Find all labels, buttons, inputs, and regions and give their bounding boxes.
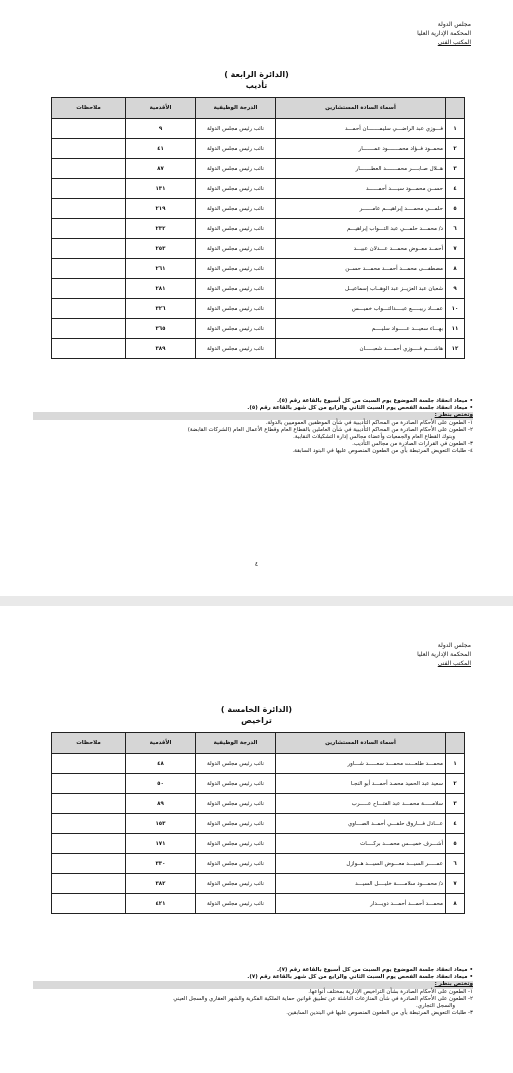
table-row	[52, 139, 465, 159]
row-number-cell: ٣	[446, 794, 465, 814]
seniority-cell: ٣٨٢	[126, 874, 196, 894]
column-header: أسماء السادة المستشارين	[276, 733, 446, 754]
judge-name-cell: هاشــــم فــــوزي أحمــــد شعبـــــان	[276, 339, 446, 359]
judge-name-cell: عـــادل فـــاروق حلفـــي أحمــد الصـــاوي	[276, 814, 446, 834]
grade-cell: نائب رئيس مجلس الدولة	[196, 199, 276, 219]
session-note-text: ميعاد انعقاد جلسة الفحص يوم السبت الثاني والرابع من كل شهر بالقاعة رقم (٧).	[247, 974, 468, 981]
notes-cell	[52, 774, 126, 794]
row-number-cell: ٧	[446, 874, 465, 894]
judge-name-cell: فـــوزي عبد الراضـــي سليمـــــــان أحمـــد	[276, 119, 446, 139]
row-number-cell: ٩	[446, 279, 465, 299]
judge-name-cell: د/ محمـــد حلمـــي عبد التـــواب إبراهيـــم	[276, 219, 446, 239]
jurisdiction-item: ١- الطعون على الأحكام الصادرة بشأن التراخيص الإدارية بمختلف أنواعها.	[308, 988, 473, 995]
row-number-cell: ٦	[446, 854, 465, 874]
row-number-cell: ١	[446, 119, 465, 139]
jurisdiction-item: ٢- الطعون على الأحكام الصادرة من المحاكم التأديبية في شأن العاملين بالقطاع العام وقطاع الأعمال العام (الشركات القابضة)	[187, 426, 473, 433]
notes-cell	[52, 854, 126, 874]
row-number-cell: ٤	[446, 814, 465, 834]
notes-cell	[52, 179, 126, 199]
grade-cell: نائب رئيس مجلس الدولة	[196, 179, 276, 199]
jurisdiction-item: ٢- الطعون على الأحكام الصادرة في شأن المنازعات الناشئة عن تطبيق قوانين حماية الملكية الفكرية والشهر العقاري والسجل العيني	[173, 995, 473, 1002]
seniority-cell: ١٥٣	[126, 814, 196, 834]
circuit-subtitle: تراخيص	[241, 716, 272, 725]
grade-cell: نائب رئيس مجلس الدولة	[196, 754, 276, 774]
circuit-title: (الدائرة الخامسة )	[220, 705, 293, 714]
jurisdiction-item: ١- الطعون على الأحكام الصادرة من المحاكم التأديبية في شأن الموظفين العموميين بالدولة.	[265, 419, 473, 426]
grade-cell: نائب رئيس مجلس الدولة	[196, 299, 276, 319]
notes-cell	[52, 319, 126, 339]
seniority-cell: ٢٦١	[126, 259, 196, 279]
circuit-subtitle: تأديب	[245, 81, 268, 90]
notes-cell	[52, 159, 126, 179]
jurisdiction-item: ٤- طلبات التعويض المرتبطة بأي من الطعون المنصوص عليها في البنود السابقة.	[292, 448, 473, 455]
column-header	[446, 733, 465, 754]
session-note: • ميعاد انعقاد جلسة الموضوع يوم السبت من كل أسبوع بالقاعة رقم (٧).	[276, 967, 473, 973]
table-row	[52, 159, 465, 179]
seniority-cell: ٤١	[126, 139, 196, 159]
judge-name-cell: هــلال صـابــــر محمـــــــد العطـــــــار	[276, 159, 446, 179]
table-row	[52, 754, 465, 774]
header-line: المكتب الفني	[437, 660, 471, 667]
session-note-text: ميعاد انعقاد جلسة الموضوع يوم السبت من كل أسبوع بالقاعة رقم (٧).	[276, 967, 468, 973]
judge-name-cell: محمـــد طلعـــت محمـــد سعـــــد شـــاور	[276, 754, 446, 774]
notes-cell	[52, 219, 126, 239]
judge-name-cell: أحمــد معــوض محمـــد عـــدلان عبيـــد	[276, 239, 446, 259]
grade-cell: نائب رئيس مجلس الدولة	[196, 159, 276, 179]
seniority-cell: ١٣١	[126, 179, 196, 199]
page-separator	[0, 596, 513, 606]
table-row	[52, 299, 465, 319]
session-note: • ميعاد انعقاد جلسة الفحص يوم السبت الثاني والرابع من كل شهر بالقاعة رقم (٥).	[247, 405, 473, 412]
table-header-row	[52, 733, 465, 754]
row-number-cell: ١٠	[446, 299, 465, 319]
table-row	[52, 774, 465, 794]
column-header: أسماء السادة المستشارين	[276, 98, 446, 119]
judge-name-cell: حســن محمـــود سيــــد أحمــــــد	[276, 179, 446, 199]
table-row	[52, 119, 465, 139]
grade-cell: نائب رئيس مجلس الدولة	[196, 794, 276, 814]
grade-cell: نائب رئيس مجلس الدولة	[196, 874, 276, 894]
table-row	[52, 854, 465, 874]
page-header	[417, 641, 471, 668]
row-number-cell: ١١	[446, 319, 465, 339]
seniority-cell: ١٧١	[126, 834, 196, 854]
header-line: المحكمة الإدارية العليا	[417, 651, 471, 658]
jurisdiction-item: ٣- طلبات التعويض المرتبطة بأي من الطعون المنصوص عليها في البندين السابقين.	[286, 1010, 473, 1017]
notes-cell	[52, 814, 126, 834]
grade-cell: نائب رئيس مجلس الدولة	[196, 259, 276, 279]
notes-cell	[52, 894, 126, 914]
table-row	[52, 894, 465, 914]
row-number-cell: ١٢	[446, 339, 465, 359]
judge-name-cell: أشـــرف خميـــس محمـــد بركــــات	[276, 834, 446, 854]
notes-cell	[52, 874, 126, 894]
column-header: ملاحظات	[52, 98, 126, 119]
grade-cell: نائب رئيس مجلس الدولة	[196, 774, 276, 794]
judge-name-cell: بهـــاء سعيـــد عـــــواد سليــــم	[276, 319, 446, 339]
table-row	[52, 794, 465, 814]
notes-cell	[52, 279, 126, 299]
judge-name-cell: حلمـــي محمــــد إبراهيـــم عامــــــر	[276, 199, 446, 219]
judge-name-cell: سلامـــــة محمـــد عبد الفتـــاح عـــــرب	[276, 794, 446, 814]
grade-cell: نائب رئيس مجلس الدولة	[196, 339, 276, 359]
grade-cell: نائب رئيس مجلس الدولة	[196, 854, 276, 874]
seniority-cell: ٨٩	[126, 794, 196, 814]
table-row	[52, 199, 465, 219]
header-line: مجلس الدولة	[437, 21, 471, 28]
table-row	[52, 179, 465, 199]
judge-name-cell: مصطفـــى محمـــد أحمـــد محمـــد حســن	[276, 259, 446, 279]
notes-cell	[52, 834, 126, 854]
judge-name-cell: محمـــد أحمـــد أحمـــد دويـــدار	[276, 894, 446, 914]
table-row	[52, 339, 465, 359]
column-header: الأقدمية	[126, 98, 196, 119]
jurisdiction-title: وتختص بنظر :	[33, 412, 473, 419]
notes-cell	[52, 239, 126, 259]
seniority-cell: ٢٨١	[126, 279, 196, 299]
row-number-cell: ١	[446, 754, 465, 774]
column-header: الدرجة الوظيفية	[196, 98, 276, 119]
judge-name-cell: محمــود فــؤاد محمـــــــود عمـــــــار	[276, 139, 446, 159]
jurisdiction-item: ٣- الطعون في القرارات الصادرة من مجالس التأديب.	[352, 441, 473, 448]
circuit-title: (الدائرة الرابعة )	[224, 70, 289, 79]
judges-table	[51, 97, 465, 359]
table-row	[52, 874, 465, 894]
judges-table	[51, 732, 465, 914]
table-row	[52, 219, 465, 239]
table-row	[52, 814, 465, 834]
seniority-cell: ٢٣٢	[126, 219, 196, 239]
seniority-cell: ٣٦٥	[126, 319, 196, 339]
column-header	[446, 98, 465, 119]
notes-block	[33, 398, 473, 456]
row-number-cell: ٢	[446, 139, 465, 159]
grade-cell: نائب رئيس مجلس الدولة	[196, 219, 276, 239]
notes-cell	[52, 259, 126, 279]
row-number-cell: ٢	[446, 774, 465, 794]
seniority-cell: ٥٠	[126, 774, 196, 794]
row-number-cell: ٨	[446, 894, 465, 914]
row-number-cell: ٥	[446, 199, 465, 219]
notes-block	[33, 967, 473, 1017]
grade-cell: نائب رئيس مجلس الدولة	[196, 894, 276, 914]
notes-cell	[52, 119, 126, 139]
header-line: مجلس الدولة	[437, 642, 471, 649]
table-row	[52, 279, 465, 299]
notes-cell	[52, 339, 126, 359]
seniority-cell: ٣٢٦	[126, 299, 196, 319]
grade-cell: نائب رئيس مجلس الدولة	[196, 239, 276, 259]
judge-name-cell: عمـــاد ربيـــــع عبــــدالتـــواب خميـــس	[276, 299, 446, 319]
notes-cell	[52, 139, 126, 159]
grade-cell: نائب رئيس مجلس الدولة	[196, 279, 276, 299]
column-header: ملاحظات	[52, 733, 126, 754]
session-note: • ميعاد انعقاد جلسة الموضوع يوم السبت من كل أسبوع بالقاعة رقم (٥).	[276, 398, 473, 404]
grade-cell: نائب رئيس مجلس الدولة	[196, 139, 276, 159]
document-page-2	[0, 606, 513, 1073]
seniority-cell: ٣٣٠	[126, 854, 196, 874]
row-number-cell: ٧	[446, 239, 465, 259]
seniority-cell: ٢١٩	[126, 199, 196, 219]
header-line: المكتب الفني	[437, 39, 471, 46]
table-row	[52, 834, 465, 854]
table-body	[52, 754, 465, 914]
seniority-cell: ٨٧	[126, 159, 196, 179]
seniority-cell: ٢٥٣	[126, 239, 196, 259]
row-number-cell: ٣	[446, 159, 465, 179]
column-header: الدرجة الوظيفية	[196, 733, 276, 754]
notes-cell	[52, 794, 126, 814]
page-number: ٤	[254, 561, 259, 568]
grade-cell: نائب رئيس مجلس الدولة	[196, 119, 276, 139]
judge-name-cell: د/ محمـــود سلامـــــة خليــــل السيـــد	[276, 874, 446, 894]
jurisdiction-title: وتختص بنظر :	[33, 981, 473, 988]
jurisdiction-item: والسجل التجاري.	[415, 1003, 455, 1010]
column-header: الأقدمية	[126, 733, 196, 754]
notes-cell	[52, 299, 126, 319]
jurisdiction-item: وبنوك القطاع العام والجمعيات وأعضاء مجالس إدارة التشكيلات النقابية.	[293, 434, 455, 441]
session-note-text: ميعاد انعقاد جلسة الفحص يوم السبت الثاني والرابع من كل شهر بالقاعة رقم (٥).	[247, 405, 468, 412]
notes-cell	[52, 199, 126, 219]
grade-cell: نائب رئيس مجلس الدولة	[196, 319, 276, 339]
seniority-cell: ٤٢١	[126, 894, 196, 914]
session-note: • ميعاد انعقاد جلسة الفحص يوم السبت الثاني والرابع من كل شهر بالقاعة رقم (٧).	[247, 974, 473, 981]
seniority-cell: ٤٨	[126, 754, 196, 774]
row-number-cell: ٤	[446, 179, 465, 199]
table-header-row	[52, 98, 465, 119]
session-note-text: ميعاد انعقاد جلسة الموضوع يوم السبت من كل أسبوع بالقاعة رقم (٥).	[276, 398, 468, 404]
seniority-cell: ٣٨٩	[126, 339, 196, 359]
judge-name-cell: شعبان عبد العزيــز عبد الوهــاب إسماعيــل	[276, 279, 446, 299]
grade-cell: نائب رئيس مجلس الدولة	[196, 814, 276, 834]
judge-name-cell: سعيد عبد الحميد محمـد أحمـــد أبو النجـا	[276, 774, 446, 794]
page-header	[417, 20, 471, 47]
row-number-cell: ٨	[446, 259, 465, 279]
table-body	[52, 119, 465, 359]
row-number-cell: ٥	[446, 834, 465, 854]
grade-cell: نائب رئيس مجلس الدولة	[196, 834, 276, 854]
judge-name-cell: عمـــــر السيـــد معـــوض السيـــد هــوازل	[276, 854, 446, 874]
table-row	[52, 319, 465, 339]
row-number-cell: ٦	[446, 219, 465, 239]
header-line: المحكمة الإدارية العليا	[417, 30, 471, 37]
table-row	[52, 239, 465, 259]
table-row	[52, 259, 465, 279]
seniority-cell: ٩	[126, 119, 196, 139]
notes-cell	[52, 754, 126, 774]
